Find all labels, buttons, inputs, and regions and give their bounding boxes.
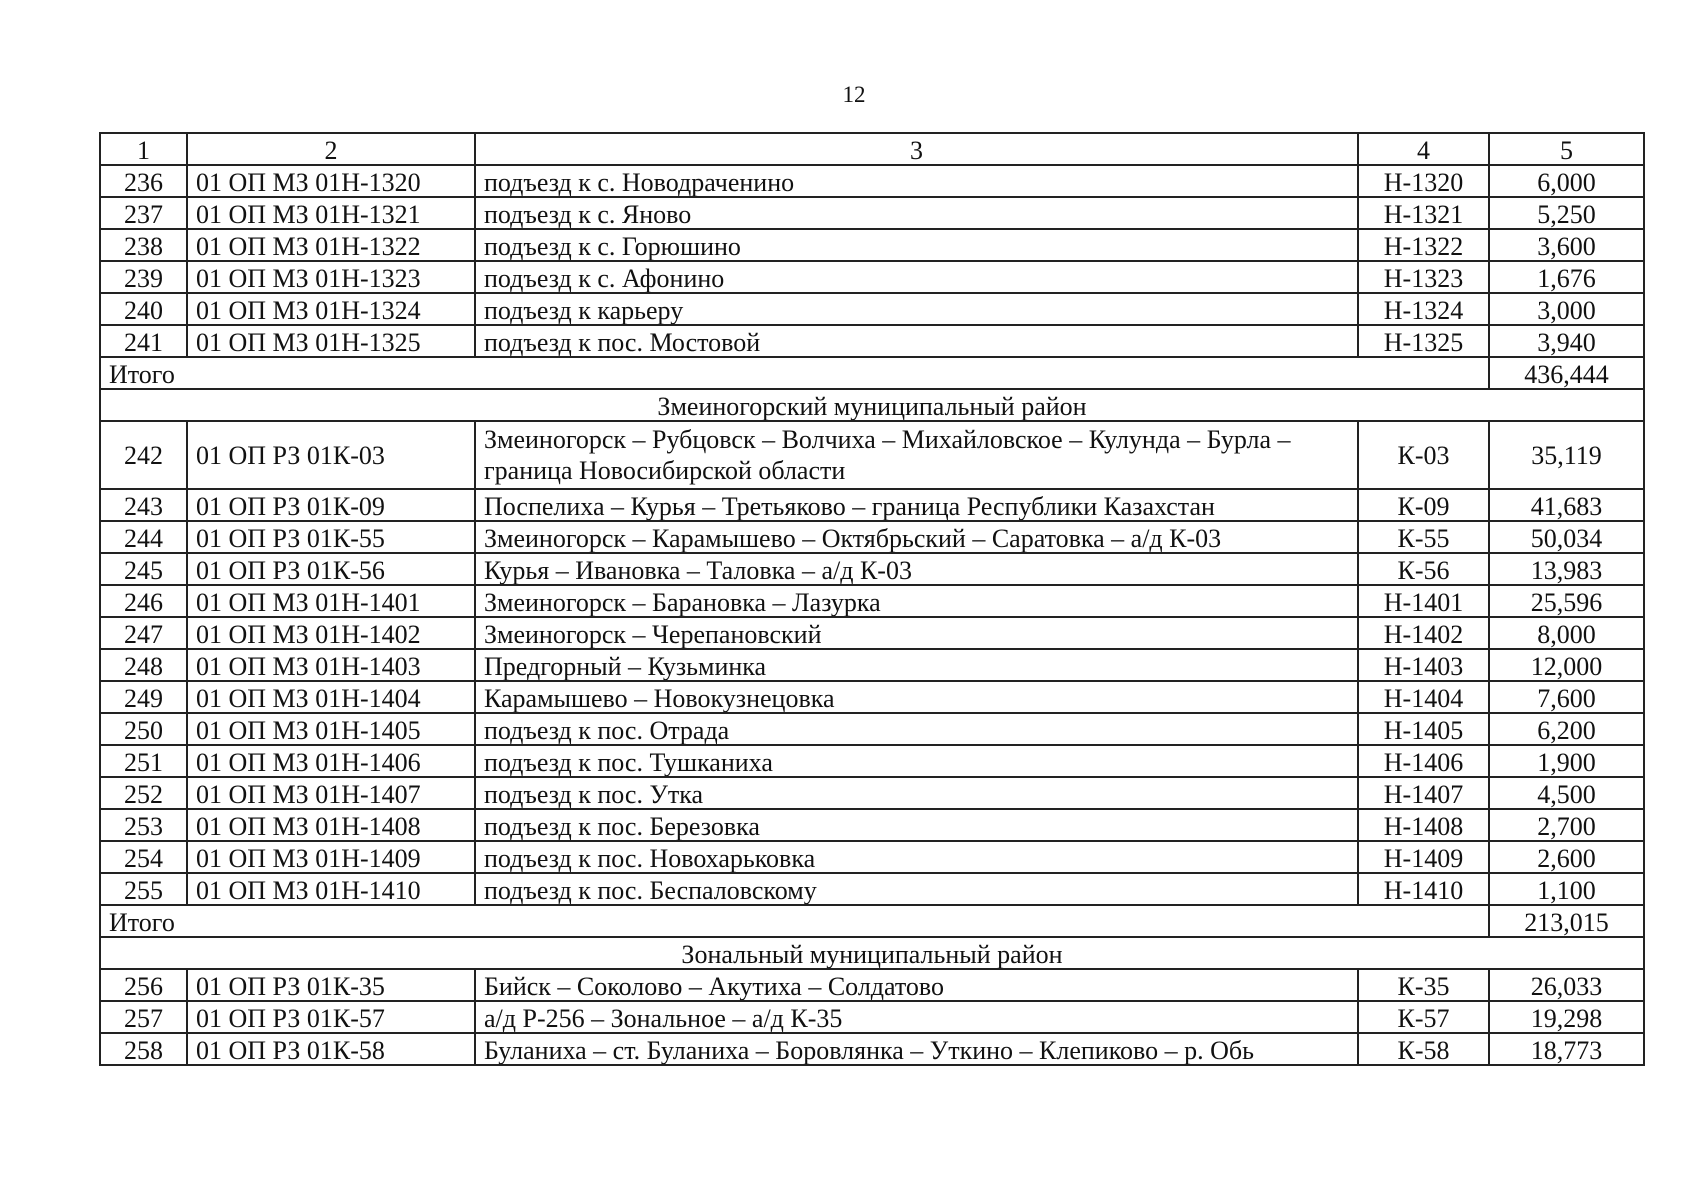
road-name: подъезд к пос. Мостовой — [475, 325, 1358, 357]
road-length: 25,596 — [1489, 585, 1644, 617]
road-index: К-09 — [1358, 489, 1489, 521]
road-table — [99, 132, 1645, 1066]
road-index: Н-1409 — [1358, 841, 1489, 873]
road-code: 01 ОП МЗ 01Н-1405 — [187, 713, 475, 745]
road-index: Н-1407 — [1358, 777, 1489, 809]
column-header-3: 3 — [475, 133, 1358, 165]
table-body — [100, 133, 1644, 1065]
road-index: Н-1405 — [1358, 713, 1489, 745]
road-index: Н-1325 — [1358, 325, 1489, 357]
road-name: подъезд к с. Новодраченино — [475, 165, 1358, 197]
table-row — [100, 969, 1644, 1001]
table-row — [100, 489, 1644, 521]
table-row — [100, 229, 1644, 261]
road-code: 01 ОП МЗ 01Н-1410 — [187, 873, 475, 905]
road-index: Н-1321 — [1358, 197, 1489, 229]
road-name: подъезд к карьеру — [475, 293, 1358, 325]
road-code: 01 ОП МЗ 01Н-1406 — [187, 745, 475, 777]
road-code: 01 ОП МЗ 01Н-1325 — [187, 325, 475, 357]
road-length: 26,033 — [1489, 969, 1644, 1001]
road-name: Змеиногорск – Черепановский — [475, 617, 1358, 649]
row-number: 257 — [100, 1001, 187, 1033]
road-length: 1,676 — [1489, 261, 1644, 293]
row-number: 238 — [100, 229, 187, 261]
road-index: Н-1401 — [1358, 585, 1489, 617]
road-code: 01 ОП МЗ 01Н-1409 — [187, 841, 475, 873]
road-index: Н-1402 — [1358, 617, 1489, 649]
road-index: Н-1322 — [1358, 229, 1489, 261]
section-title: Змеиногорский муниципальный район — [100, 389, 1644, 421]
table-row — [100, 649, 1644, 681]
total-length: 436,444 — [1489, 357, 1644, 389]
page-number: 12 — [842, 82, 866, 107]
road-code: 01 ОП РЗ 01К-09 — [187, 489, 475, 521]
column-header-2: 2 — [187, 133, 475, 165]
row-number: 258 — [100, 1033, 187, 1065]
table-row — [100, 809, 1644, 841]
road-name: Змеиногорск – Барановка – Лазурка — [475, 585, 1358, 617]
table-row — [100, 553, 1644, 585]
table-row — [100, 165, 1644, 197]
row-number: 250 — [100, 713, 187, 745]
row-number: 252 — [100, 777, 187, 809]
road-name: Змеиногорск – Карамышево – Октябрьский – Саратовка – а/д К-03 — [475, 521, 1358, 553]
road-length: 19,298 — [1489, 1001, 1644, 1033]
road-code: 01 ОП МЗ 01Н-1401 — [187, 585, 475, 617]
table-row — [100, 713, 1644, 745]
table-row — [100, 197, 1644, 229]
road-name: Предгорный – Кузьминка — [475, 649, 1358, 681]
total-row — [100, 357, 1644, 389]
table-row — [100, 1033, 1644, 1065]
road-index: К-03 — [1358, 421, 1489, 489]
road-name: подъезд к с. Яново — [475, 197, 1358, 229]
road-index: К-56 — [1358, 553, 1489, 585]
road-name: подъезд к пос. Новохарьковка — [475, 841, 1358, 873]
row-number: 253 — [100, 809, 187, 841]
road-code: 01 ОП МЗ 01Н-1404 — [187, 681, 475, 713]
road-index: Н-1408 — [1358, 809, 1489, 841]
road-index: Н-1410 — [1358, 873, 1489, 905]
road-length: 3,000 — [1489, 293, 1644, 325]
road-name: подъезд к пос. Утка — [475, 777, 1358, 809]
table-row — [100, 841, 1644, 873]
road-index: К-35 — [1358, 969, 1489, 1001]
road-code: 01 ОП МЗ 01Н-1320 — [187, 165, 475, 197]
road-code: 01 ОП РЗ 01К-55 — [187, 521, 475, 553]
table-row — [100, 325, 1644, 357]
section-header-row — [100, 389, 1644, 421]
row-number: 236 — [100, 165, 187, 197]
table-row — [100, 421, 1644, 489]
column-header-5: 5 — [1489, 133, 1644, 165]
road-index: Н-1320 — [1358, 165, 1489, 197]
road-length: 3,940 — [1489, 325, 1644, 357]
road-index: Н-1406 — [1358, 745, 1489, 777]
column-header-1: 1 — [100, 133, 187, 165]
road-length: 18,773 — [1489, 1033, 1644, 1065]
road-length: 4,500 — [1489, 777, 1644, 809]
road-code: 01 ОП РЗ 01К-57 — [187, 1001, 475, 1033]
row-number: 251 — [100, 745, 187, 777]
road-length: 2,600 — [1489, 841, 1644, 873]
road-name: подъезд к пос. Отрада — [475, 713, 1358, 745]
road-code: 01 ОП МЗ 01Н-1403 — [187, 649, 475, 681]
road-name: а/д Р-256 – Зональное – а/д К-35 — [475, 1001, 1358, 1033]
row-number: 243 — [100, 489, 187, 521]
road-index: К-55 — [1358, 521, 1489, 553]
road-length: 5,250 — [1489, 197, 1644, 229]
row-number: 242 — [100, 421, 187, 489]
road-code: 01 ОП РЗ 01К-35 — [187, 969, 475, 1001]
row-number: 249 — [100, 681, 187, 713]
road-index: К-57 — [1358, 1001, 1489, 1033]
road-code: 01 ОП МЗ 01Н-1322 — [187, 229, 475, 261]
road-length: 3,600 — [1489, 229, 1644, 261]
row-number: 240 — [100, 293, 187, 325]
row-number: 245 — [100, 553, 187, 585]
road-index: Н-1404 — [1358, 681, 1489, 713]
row-number: 239 — [100, 261, 187, 293]
road-length: 6,000 — [1489, 165, 1644, 197]
road-name: Карамышево – Новокузнецовка — [475, 681, 1358, 713]
road-code: 01 ОП МЗ 01Н-1407 — [187, 777, 475, 809]
table-row — [100, 873, 1644, 905]
road-length: 13,983 — [1489, 553, 1644, 585]
road-length: 41,683 — [1489, 489, 1644, 521]
road-name: Змеиногорск – Рубцовск – Волчиха – Михайловское – Кулунда – Бурла – граница Новосибирской области — [475, 421, 1358, 489]
table-row — [100, 1001, 1644, 1033]
road-index: Н-1324 — [1358, 293, 1489, 325]
road-name: Бийск – Соколово – Акутиха – Солдатово — [475, 969, 1358, 1001]
road-length: 1,900 — [1489, 745, 1644, 777]
road-code: 01 ОП РЗ 01К-58 — [187, 1033, 475, 1065]
table-row — [100, 681, 1644, 713]
road-length: 6,200 — [1489, 713, 1644, 745]
row-number: 255 — [100, 873, 187, 905]
road-name: подъезд к пос. Березовка — [475, 809, 1358, 841]
road-name: подъезд к пос. Тушканиха — [475, 745, 1358, 777]
section-header-row — [100, 937, 1644, 969]
road-index: Н-1323 — [1358, 261, 1489, 293]
road-length: 50,034 — [1489, 521, 1644, 553]
road-name: Поспелиха – Курья – Третьяково – граница Республики Казахстан — [475, 489, 1358, 521]
row-number: 256 — [100, 969, 187, 1001]
road-code: 01 ОП РЗ 01К-03 — [187, 421, 475, 489]
road-length: 2,700 — [1489, 809, 1644, 841]
road-index: К-58 — [1358, 1033, 1489, 1065]
table-row — [100, 745, 1644, 777]
table-row — [100, 585, 1644, 617]
road-code: 01 ОП МЗ 01Н-1408 — [187, 809, 475, 841]
row-number: 241 — [100, 325, 187, 357]
road-name: Курья – Ивановка – Таловка – а/д К-03 — [475, 553, 1358, 585]
road-name: Булaниха – ст. Буланиха – Боровлянка – Уткино – Клепиково – р. Обь — [475, 1033, 1358, 1065]
row-number: 246 — [100, 585, 187, 617]
total-label: Итого — [100, 357, 1489, 389]
table-row — [100, 521, 1644, 553]
row-number: 244 — [100, 521, 187, 553]
section-title: Зональный муниципальный район — [100, 937, 1644, 969]
road-name: подъезд к с. Афонино — [475, 261, 1358, 293]
road-length: 12,000 — [1489, 649, 1644, 681]
table-row — [100, 777, 1644, 809]
total-label: Итого — [100, 905, 1489, 937]
total-row — [100, 905, 1644, 937]
road-code: 01 ОП МЗ 01Н-1321 — [187, 197, 475, 229]
table-header-row — [100, 133, 1644, 165]
road-length: 8,000 — [1489, 617, 1644, 649]
road-length: 1,100 — [1489, 873, 1644, 905]
road-name: подъезд к с. Горюшино — [475, 229, 1358, 261]
road-code: 01 ОП МЗ 01Н-1402 — [187, 617, 475, 649]
road-code: 01 ОП МЗ 01Н-1323 — [187, 261, 475, 293]
road-length: 7,600 — [1489, 681, 1644, 713]
road-length: 35,119 — [1489, 421, 1644, 489]
table-row — [100, 261, 1644, 293]
row-number: 248 — [100, 649, 187, 681]
road-code: 01 ОП РЗ 01К-56 — [187, 553, 475, 585]
row-number: 254 — [100, 841, 187, 873]
column-header-4: 4 — [1358, 133, 1489, 165]
road-code: 01 ОП МЗ 01Н-1324 — [187, 293, 475, 325]
row-number: 237 — [100, 197, 187, 229]
road-index: Н-1403 — [1358, 649, 1489, 681]
table-row — [100, 617, 1644, 649]
table-row — [100, 293, 1644, 325]
row-number: 247 — [100, 617, 187, 649]
road-name: подъезд к пос. Беспаловскому — [475, 873, 1358, 905]
total-length: 213,015 — [1489, 905, 1644, 937]
